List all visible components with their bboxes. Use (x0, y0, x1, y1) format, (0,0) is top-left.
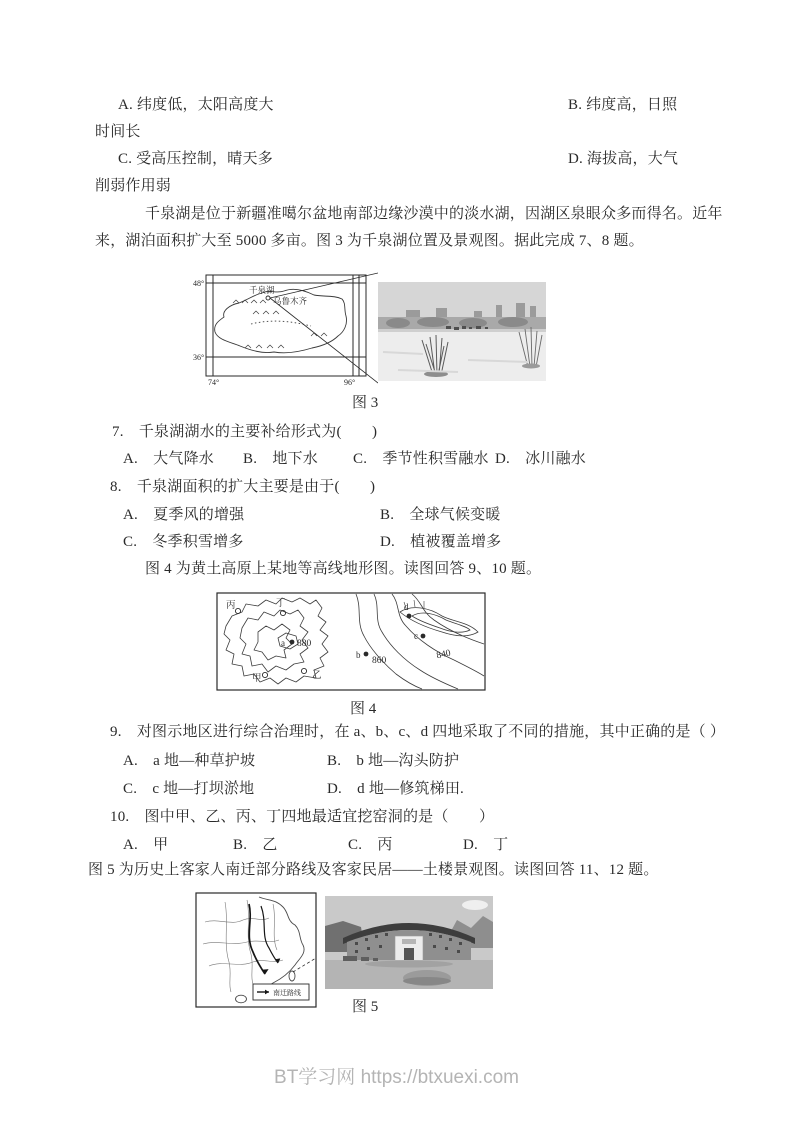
q7-option-a: A. 大气降水 (123, 451, 214, 467)
fig4-label-jia: 甲 (252, 674, 262, 684)
fig4-label-b: b (356, 650, 361, 660)
fig3-lat-bottom-label: 36° (193, 353, 205, 362)
q9-option-b: B. b 地—沟头防护 (327, 753, 460, 769)
fig4-label-d: d (404, 602, 409, 612)
q8-option-b: B. 全球气候变暖 (380, 507, 501, 523)
fig4-elev-880: 880 (297, 639, 312, 649)
fig3-location-map (193, 270, 378, 386)
fig4-caption: 图 4 (350, 701, 377, 717)
q9-option-a: A. a 地—种草护坡 (123, 753, 256, 769)
tulou-ground-shadow (365, 961, 453, 968)
passage-fig4: 图 4 为黄土高原上某地等高线地形图。读图回答 9、10 题。 (145, 561, 542, 577)
fig5-caption: 图 5 (352, 999, 379, 1015)
q10-option-c: C. 丙 (348, 837, 393, 853)
fig4-label-bing: 丙 (226, 601, 236, 611)
fig5-migration-map (195, 892, 317, 1008)
q6-option-d-line1: D. 海拔高，大气 (568, 151, 679, 167)
fig5-legend-label: 南迁路线 (273, 989, 301, 997)
photo-ice-field (378, 329, 546, 381)
q9-option-d: D. d 地—修筑梯田. (327, 781, 464, 797)
q8-option-c: C. 冬季积雪增多 (123, 534, 244, 550)
q6-option-b-line2: 时间长 (95, 124, 141, 140)
q6-option-a: A. 纬度低，太阳高度大 (118, 97, 274, 113)
fig4-label-a: a (281, 638, 285, 648)
q8-option-d: D. 植被覆盖增多 (380, 534, 502, 550)
q9-stem: 9. 对图示地区进行综合治理时，在 a、b、c、d 四地采取了不同的措施，其中正确的是（ ） (110, 724, 726, 740)
q10-option-b: B. 乙 (233, 837, 278, 853)
q6-option-c: C. 受高压控制，晴天多 (118, 151, 273, 167)
fig4-label-yi: 乙 (312, 671, 322, 681)
site-watermark: BT学习网 https://btxuexi.com (274, 1067, 519, 1088)
passage-qianquan-line1: 千泉湖是位于新疆准噶尔盆地南部边缘沙漠中的淡水湖，因湖区泉眼众多而得名。近年 (145, 206, 723, 222)
q10-option-a: A. 甲 (123, 837, 169, 853)
qianquan-lake-marker (266, 296, 270, 300)
tulou-cloud (462, 900, 488, 910)
q10-option-d: D. 丁 (463, 837, 509, 853)
fig4-elev-840: 840 (435, 648, 452, 662)
fig3-leader-lines (270, 273, 378, 383)
fig4-label-ding: 丁 (276, 599, 286, 609)
passage-qianquan-line2: 来，湖泊面积扩大至 5000 多亩。图 3 为千泉湖位置及景观图。据此完成 7、8 题。 (95, 233, 644, 249)
fig3-lake-photo (378, 282, 546, 381)
tulou-gatehouse (395, 936, 423, 962)
q6-option-b-line1: B. 纬度高，日照 (568, 97, 678, 113)
fig3-lat-top-label: 48° (193, 279, 205, 288)
q7-stem: 7. 千泉湖湖水的主要补给形式为( ) (112, 424, 378, 440)
fig5-tulou-photo (325, 896, 493, 989)
fig5-legend (253, 984, 309, 1000)
fig4-contour-map (216, 592, 486, 691)
q10-stem: 10. 图中甲、乙、丙、丁四地最适宜挖窑洞的是（ ） (110, 809, 495, 825)
fig3-lake-label: 千泉湖 (249, 285, 275, 295)
tulou-rock (403, 970, 451, 986)
q8-stem: 8. 千泉湖面积的扩大主要是由于( ) (110, 479, 376, 495)
passage-fig5: 图 5 为历史上客家人南迁部分路线及客家民居——土楼景观图。读图回答 11、12 题。 (88, 862, 659, 878)
q9-option-c: C. c 地—打坝淤地 (123, 781, 255, 797)
q7-option-d: D. 冰川融水 (495, 451, 586, 467)
q6-option-d-line2: 削弱作用弱 (95, 178, 172, 194)
fig3-lon-left-label: 74° (208, 378, 220, 386)
q8-option-a: A. 夏季风的增强 (123, 507, 245, 523)
q7-option-b: B. 地下水 (243, 451, 318, 467)
fig3-city-label: 乌鲁木齐 (273, 296, 308, 306)
fig4-label-c: c (414, 631, 418, 641)
fig4-elev-860: 860 (372, 656, 387, 666)
q7-option-c: C. 季节性积雪融水 (353, 451, 489, 467)
photo-shoreline (378, 329, 546, 332)
fig3-lon-right-label: 96° (344, 378, 356, 386)
fig3-caption: 图 3 (352, 395, 379, 411)
